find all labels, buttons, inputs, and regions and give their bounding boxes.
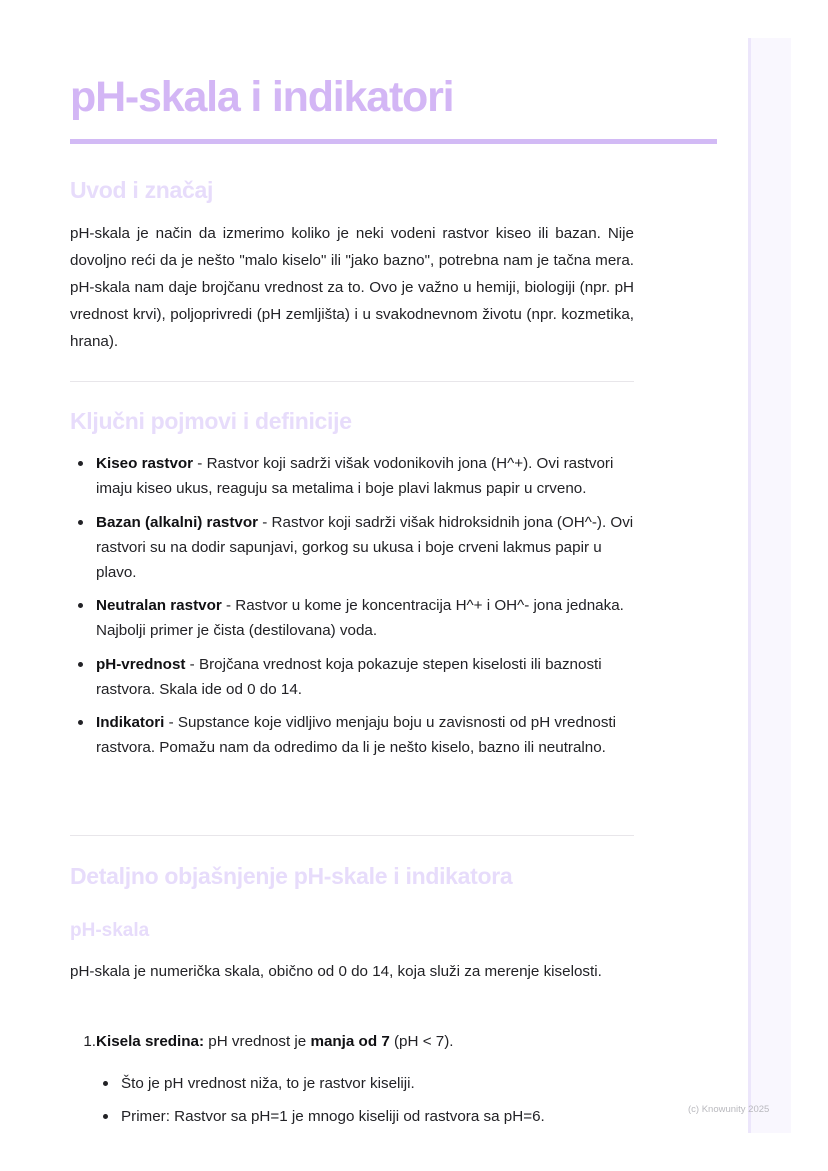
ph-scale-paragraph: pH-skala je numerička skala, obično od 0 do 14, koja služi za merenje kiselosti.: [70, 963, 602, 980]
list-item-ph-value: [70, 652, 634, 702]
title-underline: [70, 139, 717, 144]
definition: - Supstance koje vidljivo menjaju boju u zavisnosti od pH vrednosti rastvora. Pomažu nam da odredimo da li je nešto kiselo, bazno ili neutralno.: [96, 714, 617, 756]
item-text: (pH < 7).: [389, 1033, 454, 1050]
side-panel: [748, 38, 791, 1133]
ordered-item-acidic: [70, 1029, 634, 1054]
definition: - Rastvor u kome je koncentracija H^+ i OH^- jona jednaka. Najbolji primer je čista (destilovana) voda.: [96, 597, 624, 639]
nested-list-item: Što je pH vrednost niža, to je rastvor kiseliji.: [70, 1071, 634, 1096]
nested-bullet-list: [70, 1071, 634, 1137]
term: Neutralan rastvor: [96, 597, 222, 614]
definition: - Rastvor koji sadrži višak hidroksidnih jona (OH^-). Ovi rastvori su na dodir sapunjavi, gorkog su ukusa i boje crveni lakmus papir u plavo.: [96, 513, 634, 581]
definitions-list: [70, 451, 634, 769]
term: pH-vrednost: [96, 655, 186, 673]
nested-list-item: Primer: Rastvor sa pH=1 je mnogo kiseliji od rastvora sa pH=6.: [70, 1104, 634, 1129]
list-item-acid: [70, 451, 634, 501]
section-divider: [70, 835, 634, 836]
item-label: Kisela sredina:: [96, 1033, 205, 1050]
list-item-neutral: [70, 593, 634, 643]
section-heading-detailed: Detaljno objašnjenje pH-skale i indikatora: [70, 863, 513, 889]
intro-paragraph: pH-skala je način da izmerimo koliko je neki vodeni rastvor kiseo ili bazan. Nije dovoljno reći da je nešto "malo kiselo" ili "jako bazno", potrebna nam je tačna mera. pH-skala nam daje brojčanu vrednost za to. Ovo je važno u hemiji, biologiji (npr. pH vrednost krvi), poljoprivredi (pH zemljišta) i u svakodnevnom životu (npr. kozmetika, hrana).: [70, 225, 634, 350]
item-bold: manja od 7: [310, 1033, 390, 1050]
item-number: 1.: [83, 1033, 96, 1050]
section-heading-intro: Uvod i značaj: [70, 177, 214, 203]
subsection-heading-ph-scale: pH-skala: [70, 920, 150, 941]
term: Bazan (alkalni) rastvor: [96, 513, 259, 531]
definition: - Brojčana vrednost koja pokazuje stepen kiselosti ili baznosti rastvora. Skala ide od 0 do 14.: [96, 655, 602, 698]
item-text: pH vrednost je: [204, 1033, 311, 1050]
term: Kiseo rastvor: [96, 455, 194, 472]
term: Indikatori: [96, 714, 165, 731]
section-divider: [70, 381, 634, 382]
page-title: pH-skala i indikatori: [70, 73, 454, 121]
list-item-indicators: [70, 710, 634, 760]
list-item-base: [70, 510, 634, 585]
section-heading-key-concepts: Ključni pojmovi i definicije: [70, 408, 352, 434]
definition: - Rastvor koji sadrži višak vodonikovih jona (H^+). Ovi rastvori imaju kiseo ukus, reaguju sa metalima i boje plavi lakmus papir u crveno.: [96, 455, 614, 497]
copyright-footer: (c) Knowunity 2025: [688, 1104, 770, 1115]
